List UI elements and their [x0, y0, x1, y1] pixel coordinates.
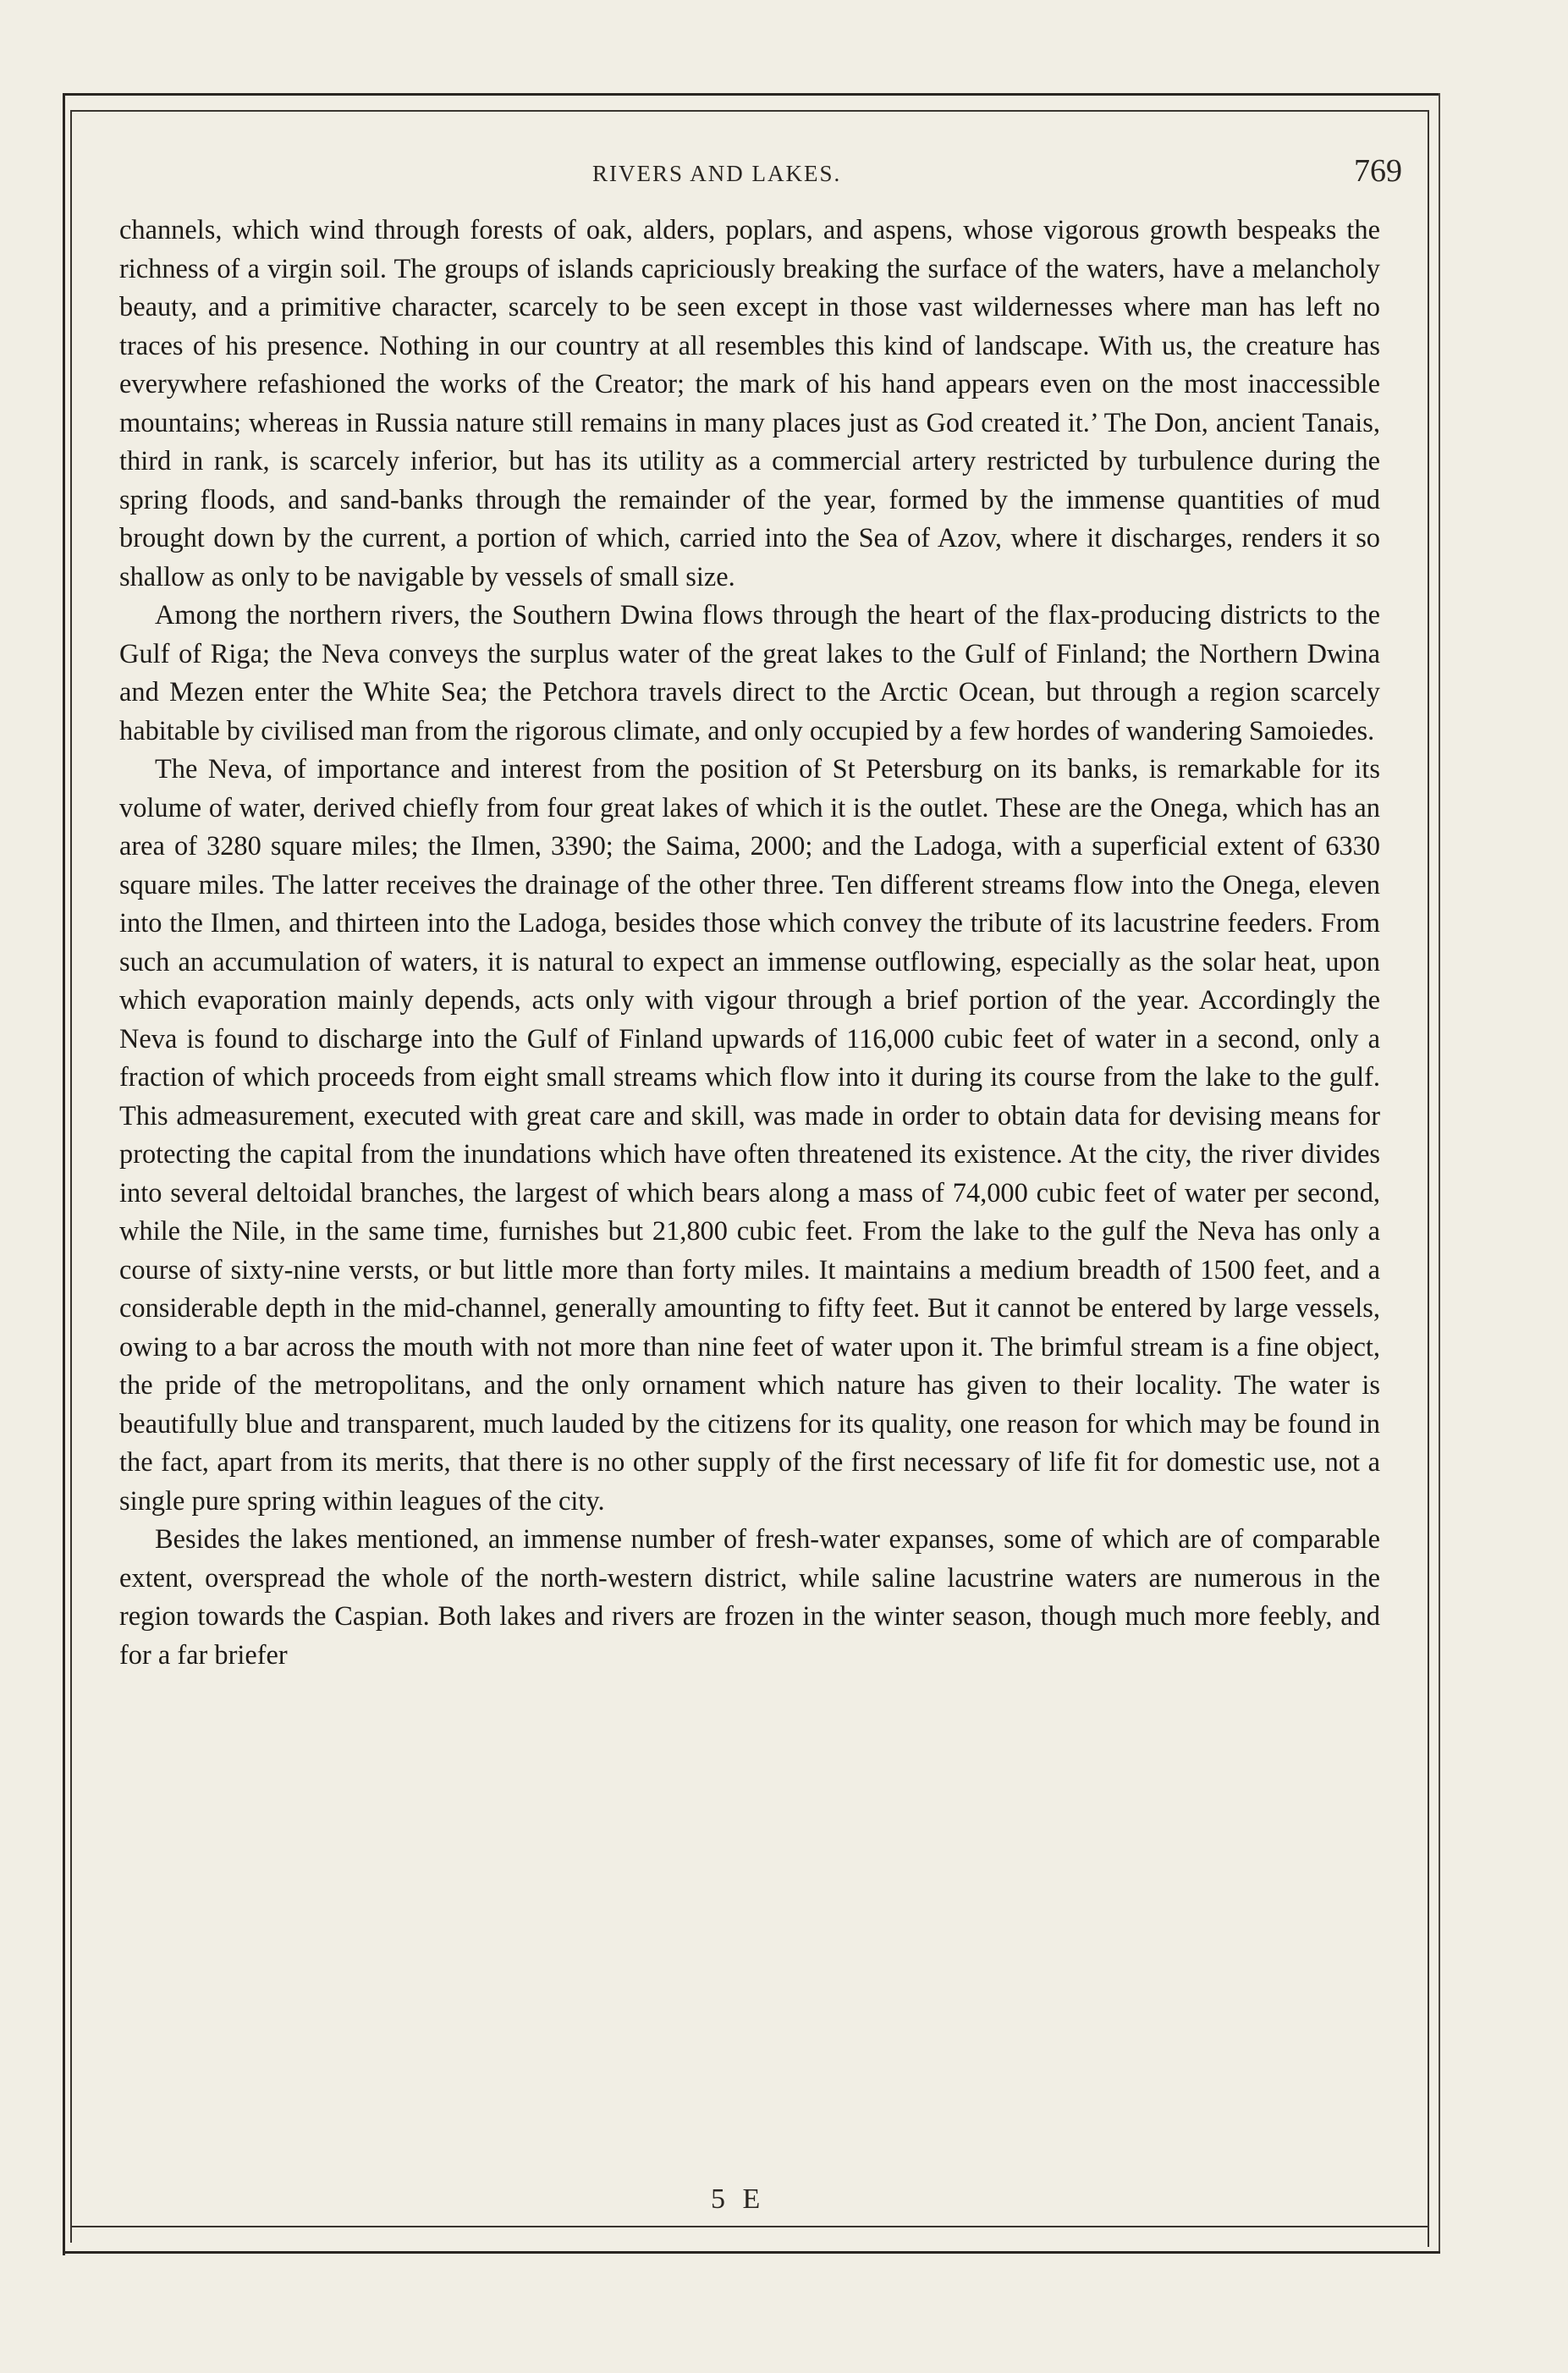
frame-left-inner-rule — [70, 110, 72, 2243]
frame-bottom-rule — [63, 2251, 1440, 2254]
frame-left-rule — [63, 93, 65, 2255]
paragraph-1: channels, which wind through forests of oak, alders, poplars, and aspens, whose vigorous growth bespeaks the richness of a virgin soil. The groups of islands capriciously breaking the surface of the waters, have a melancholy beauty, and a primitive character, scarcely to be seen except in those vast wildernesses where man has left no traces of his presence. Nothing in our country at all resembles this kind of landscape. With us, the creature has everywhere refashioned the works of the Creator; the mark of his hand appears even on the most inaccessible mountains; whereas in Russia nature still remains in many places just as God created it.’ The Don, ancient Tanais, third in rank, is scarcely inferior, but has its utility as a commercial artery restricted by turbulence during the spring floods, and sand-banks through the remainder of the year, formed by the immense quantities of mud brought down by the current, a portion of which, carried into the Sea of Azov, where it discharges, renders it so shallow as only to be navigable by vessels of small size. — [119, 215, 1380, 592]
frame-top-inner-rule — [70, 110, 1429, 112]
frame-top-rule — [63, 93, 1440, 96]
paragraph-3: The Neva, of importance and interest from the position of St Petersburg on its banks, is remarkable for its volume of water, derived chiefly from four great lakes of which it is the outlet. These are the Onega, which has an area of 3280 square miles; the Ilmen, 3390; the Saima, 2000; and the Ladoga, with a superficial extent of 6330 square miles. The latter receives the drainage of the other three. Ten different streams flow into the Onega, eleven into the Ilmen, and thirteen into the Ladoga, besides those which convey the tribute of its lacustrine feeders. From such an accumulation of waters, it is natural to expect an immense outflowing, especially as the solar heat, upon which evaporation mainly depends, acts only with vigour through a brief portion of the year. Accordingly the Neva is found to discharge into the Gulf of Finland upwards of 116,000 cubic feet of water in a second, only a fraction of which proceeds from eight small streams which flow into it during its course from the lake to the gulf. This admeasurement, executed with great care and skill, was made in order to obtain data for devising means for protecting the capital from the inundations which have often threatened its existence. At the city, the river divides into several deltoidal branches, the largest of which bears along a mass of 74,000 cubic feet of water per second, while the Nile, in the same time, furnishes but 21,800 cubic feet. From the lake to the gulf the Neva has only a course of sixty-nine versts, or but little more than forty miles. It maintains a medium breadth of 1500 feet, and a considerable depth in the mid-channel, generally amounting to fifty feet. But it cannot be entered by large vessels, owing to a bar across the mouth with not more than nine feet of water upon it. The brimful stream is a fine object, the pride of the metropolitans, and the only ornament which nature has given to their locality. The water is beautifully blue and transparent, much lauded by the citizens for its quality, one reason for which may be found in the fact, apart from its merits, that there is no other supply of the first necessary of life fit for domestic use, not a single pure spring within leagues of the city. — [119, 754, 1380, 1517]
running-head: RIVERS AND LAKES. — [592, 161, 842, 186]
frame-right-outer-rule — [1439, 93, 1440, 2251]
paragraph-2: Among the northern rivers, the Southern Dwina flows through the heart of the flax-producing districts to the Gulf of Riga; the Neva conveys the surplus water of the great lakes to the Gulf of Finland; the Northern Dwina and Mezen enter the White Sea; the Petchora travels direct to the Arctic Ocean, but through a region scarcely habitable by civilised man from the rigorous climate, and only occupied by a few hordes of wandering Samoiedes. — [119, 600, 1380, 746]
body-text — [119, 212, 1380, 1675]
page-number: 769 — [1354, 153, 1402, 189]
frame-bottom-inner-rule — [70, 2226, 1429, 2227]
frame-right-rule — [1428, 110, 1429, 2247]
paragraph-4: Besides the lakes mentioned, an immense number of fresh-water expanses, some of which are of comparable extent, overspread the whole of the north-western district, while saline lacustrine waters are numerous in the region towards the Caspian. Both lakes and rivers are frozen in the winter season, though much more feebly, and for a far briefer — [119, 1524, 1380, 1671]
signature-mark: 5 E — [711, 2183, 766, 2215]
